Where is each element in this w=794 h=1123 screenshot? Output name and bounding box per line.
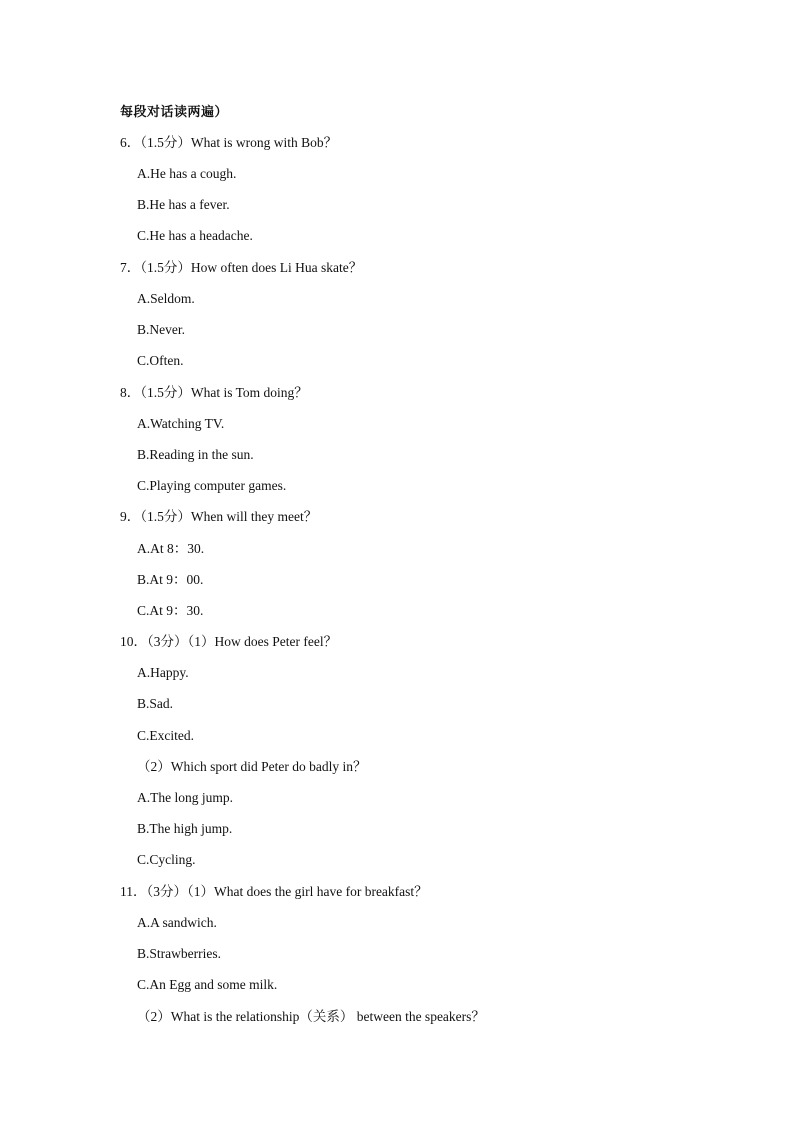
question-6-option-c: C.He has a headache. [137, 228, 253, 243]
question-8: 8．（1.5分）What is Tom doing？ [120, 385, 308, 400]
question-10-1-option-b: B.Sad. [137, 696, 174, 711]
question-6: 6．（1.5分）What is wrong with Bob？ [120, 135, 338, 150]
question-10-1-option-a: A.Happy. [137, 665, 189, 680]
question-9-option-b: B.At 9：00. [137, 572, 204, 587]
question-10-2-option-b: B.The high jump. [137, 821, 233, 836]
question-11-1-option-a: A.A sandwich. [137, 915, 217, 930]
question-10: 10．（3分）（1）How does Peter feel？ [120, 634, 338, 649]
question-10-1-option-c: C.Excited. [137, 728, 194, 743]
question-11-1-option-c: C.An Egg and some milk. [137, 977, 278, 992]
question-11-part-2: （2）What is the relationship（关系） between the speakers？ [137, 1009, 485, 1024]
question-7-option-c: C.Often. [137, 353, 184, 368]
section-instruction: 每段对话读两遍） [120, 105, 229, 120]
question-8-option-c: C.Playing computer games. [137, 478, 287, 493]
question-11-1-option-b: B.Strawberries. [137, 946, 221, 961]
question-7: 7．（1.5分）How often does Li Hua skate？ [120, 260, 363, 275]
question-10-part-2: （2）Which sport did Peter do badly in？ [137, 759, 367, 774]
question-9-option-a: A.At 8：30. [137, 541, 205, 556]
question-8-option-a: A.Watching TV. [137, 416, 225, 431]
question-6-option-b: B.He has a fever. [137, 197, 230, 212]
question-10-2-option-a: A.The long jump. [137, 790, 233, 805]
question-8-option-b: B.Reading in the sun. [137, 447, 254, 462]
question-7-option-a: A.Seldom. [137, 291, 195, 306]
question-6-option-a: A.He has a cough. [137, 166, 237, 181]
question-11: 11．（3分）（1）What does the girl have for breakfast？ [120, 884, 428, 899]
question-10-2-option-c: C.Cycling. [137, 852, 196, 867]
question-7-option-b: B.Never. [137, 322, 185, 337]
question-9: 9．（1.5分）When will they meet？ [120, 509, 318, 524]
question-9-option-c: C.At 9：30. [137, 603, 204, 618]
